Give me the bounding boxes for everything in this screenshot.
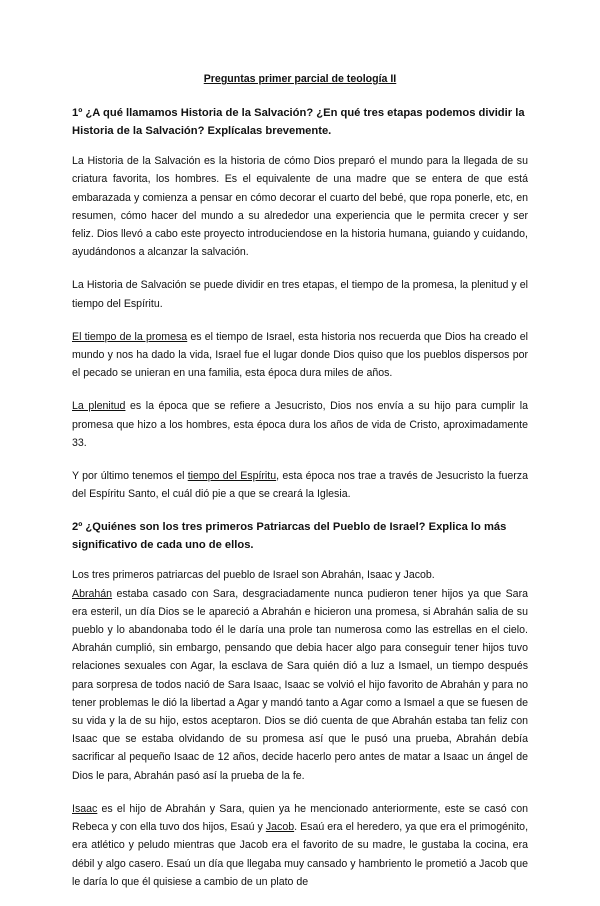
text-isaac-2: . Esaú era el heredero, ya que era el primogénito, era atlético y peludo mientras que Jacob era el favorito de su madre, le gustaba la cocina, era débil y algo casero. Esaú un día que llegaba muy cansado y hambriento le prometió a Jacob que le daría lo que él quisiese a cambio de un plato de [72,821,529,888]
answer-1-paragraph-1: La Historia de la Salvación es la historia de cómo Dios preparó el mundo para la llegada de su criatura favorita, los hombres. Es el equivalente de una madre que se entera de que está embarazada y comienza a pensar en cómo decorar el cuarto del bebé, que ropa ponerle, etc, en resumen, cómo hacer del mundo a su alrededor una experiencia que le permita crecer y ser feliz. Dios llevó a cabo este proyecto introduciendose en la historia humana, guiando y cuidando, ayudándonos a alcanzar la salvación. [72,155,528,259]
term-abrahan: Abrahán [72,587,113,600]
answer-2-isaac [72,800,528,891]
term-tiempo-promesa: El tiempo de la promesa [72,330,188,343]
term-tiempo-espiritu: tiempo del Espíritu [187,470,277,483]
answer-1-paragraph-3 [72,328,528,383]
text-isaac-1: es el hijo de Abrahán y Sara, quien ya he mencionado anteriormente, este se casó con Rebeca y con ella tuvo dos hijos, Esaú y [72,802,528,834]
text-espiritu: , esta época nos trae a través de Jesucristo la fuerza del Espíritu Santo, el cuál dió pie a que se creará la Iglesia. [72,470,528,501]
term-isaac: Isaac [72,802,98,815]
answer-2-intro: Los tres primeros patriarcas del pueblo de Israel son Abrahán, Isaac y Jacob. [72,569,435,582]
document-page [72,70,528,906]
answer-1-paragraph-5 [72,467,528,503]
question-2-heading: 2º ¿Quiénes son los tres primeros Patriarcas del Pueblo de Israel? Explica lo más significativo de cada uno de ellos. [72,521,507,552]
answer-1-paragraph-2: La Historia de Salvación se puede dividir en tres etapas, el tiempo de la promesa, la plenitud y el tiempo del Espíritu. [72,279,528,310]
text-tiempo-promesa: es el tiempo de Israel, esta historia nos recuerda que Dios ha creado el mundo y nos ha dado la vida, Israel fue el lugar donde Dios quiso que los pueblos dispersos por el pecado se unieran en una familia, esta época dura miles de años. [72,330,528,380]
text-espiritu-pre: Y por último tenemos el [72,470,188,483]
answer-2-abrahan [72,585,528,785]
document-title: Preguntas primer parcial de teología II [203,73,397,85]
question-1-heading: 1º ¿A qué llamamos Historia de la Salvación? ¿En qué tres etapas podemos dividir la Historia de la Salvación? Explícalas brevemente. [72,107,525,138]
text-abrahan: estaba casado con Sara, desgraciadamente nunca pudieron tener hijos ya que Sara era esteril, un día Dios se le apareció a Abrahán e hicieron una promesa, si Abrahán salia de su pueblo y lo abandonaba todo él le daría una prole tan numerosa como las estrellas en el cielo. Abrahán cumplió, sin embargo, pensando que debia hacer algo para conseguir tener hijos tuvo relaciones sexuales con Agar, la esclava de Sara quién dió a luz a Ismael, un tiempo después para sorpresa de todos nació de Sara Isaac, Isaac se volvió el hijo favorito de Abrahán y para no tener problemas le dió la libertad a Agar y mandó tanto a Agar como a Ismael a que se fuesen de su vida y la de su hijo, estos aceptaron. Dios se dió cuenta de que Abrahán estaba tan feliz con Isaac que se estaba olvidando de su promesa así que le pusó una prueba, Abrahán debía sacrificar al pequeño Isaac de 12 años, decide hacerlo pero antes de matar a Isaac un ángel de Dios le para, Abrahán pasó así la prueba de la fe. [72,587,528,782]
term-jacob: Jacob [265,821,295,834]
answer-1-paragraph-4 [72,397,528,452]
text-plenitud: es la época que se refiere a Jesucristo, Dios nos envía a su hijo para cumplir la promesa que hizo a los hombres, esta época dura los años de vida de Cristo, aproximadamente 33. [72,400,528,449]
term-plenitud: La plenitud [72,400,126,413]
